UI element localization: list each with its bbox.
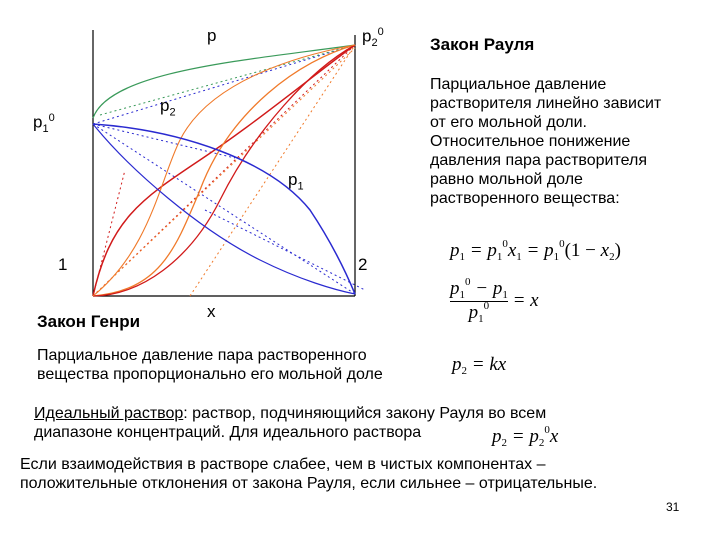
henry-title: Закон Генри: [37, 312, 141, 331]
total-line-green-dotted: [100, 45, 355, 115]
raoult-line: Парциальное давление: [430, 76, 607, 93]
henry-line: вещества пропорционально его мольной доле: [37, 366, 383, 383]
label-component-1: 1: [58, 255, 68, 274]
deviation-text: [20, 455, 597, 493]
henry-line: Парциальное давление пара растворенного: [37, 347, 367, 364]
dotted-line-orange-2: [93, 48, 355, 296]
raoult-line: растворенного вещества:: [430, 190, 620, 207]
total-pressure-curve-green: [93, 45, 355, 118]
formula-ideal: $p_2 = p_2^0x$: [492, 424, 559, 449]
raoult-line: Относительное понижение: [430, 133, 631, 150]
label-p: p: [207, 26, 217, 45]
ideal-solution-text: Идеальный раствор: раствор, подчиняющийся закону Рауля во всем диапазоне концентраций. Для идеального раствора: [34, 405, 547, 441]
raoult-line: от его мольной доли.: [430, 114, 587, 131]
raoult-description: [430, 75, 661, 208]
formula-henry: $p_2$ = kx: [452, 354, 507, 377]
label-p2-curve: $p_2$: [160, 96, 176, 119]
page-number: 31: [666, 500, 680, 514]
henry-description: [37, 346, 383, 384]
ideal-solution-term: Идеальный раствор: [34, 405, 184, 422]
label-p1-0: $p_1^0$: [33, 112, 55, 136]
deviation-line: Если взаимодействия в растворе слабее, чем в чистых компонентах –: [20, 456, 546, 473]
dotted-line-p2-ideal: [93, 45, 355, 296]
formula-raoult: $p_1 = p_1^0x_1 = p_1^0(1 - x_2)$: [450, 238, 621, 263]
raoult-line: давления пара растворителя: [430, 152, 647, 169]
raoult-line: равно мольной доле: [430, 171, 583, 188]
dotted-line-blue-ideal: [93, 124, 355, 294]
total-line-blue: [93, 45, 355, 124]
formula-relative-lowering: $\frac{p_1^0 - p_1}{p_1^0}$ = x: [450, 276, 539, 325]
label-x-axis: x: [207, 302, 216, 321]
deviation-line: положительные отклонения от закона Рауля, если сильнее – отрицательные.: [20, 475, 598, 492]
label-p2-0: $p_2^0$: [362, 26, 384, 50]
raoult-line: растворителя линейно зависит: [430, 95, 662, 112]
dotted-line-blue-2: [205, 210, 368, 290]
label-p1-curve: $p_1$: [288, 170, 304, 193]
dotted-line-orange-henry: [190, 45, 355, 296]
raoult-title: Закон Рауля: [430, 35, 535, 54]
dotted-line-blue-henry: [93, 124, 235, 158]
label-component-2: 2: [358, 255, 368, 274]
